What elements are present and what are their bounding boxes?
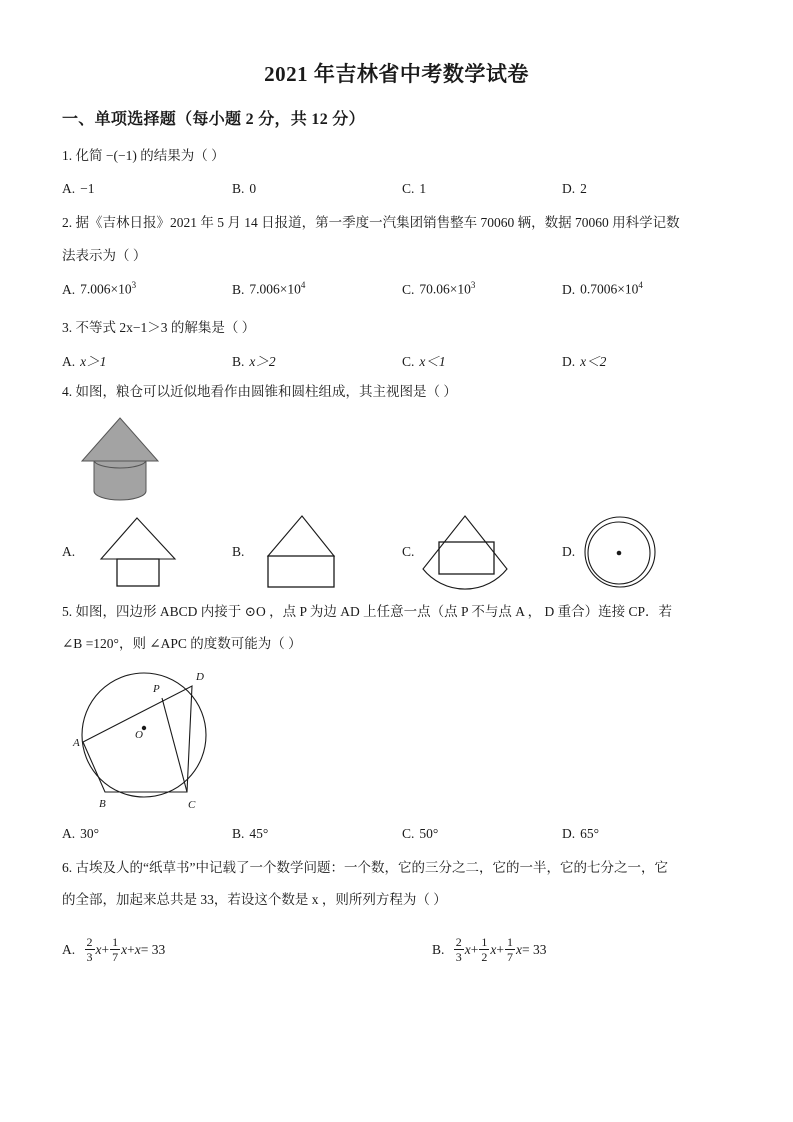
question-4-option-c-figure[interactable] [418,512,514,592]
question-4-stem [62,382,457,402]
variable-x: x [516,941,523,957]
option-label: A. [62,826,76,841]
question-6-text-line-2: 的全部，加起来总共是 33，若设这个数是 x ，则所列方程为（ ） [62,892,447,907]
question-6-option-b[interactable] [432,936,547,964]
question-4-text: 如图，粮仓可以近似地看作由圆锥和圆柱组成，其主视图是（ ） [75,384,457,399]
option-label: C. [402,826,415,841]
concentric-circles-with-center-dot-icon [578,512,662,592]
option-label: D. [562,181,576,196]
option-exponent: 4 [300,280,306,290]
sector-with-rectangle-icon [418,512,514,592]
option-label: B. [432,941,445,957]
option-text: 30° [80,826,100,841]
question-4-option-c-label[interactable]: C. [402,544,415,559]
question-6-option-a[interactable] [62,936,165,964]
label-d: D [196,671,204,683]
option-label: C. [402,281,415,297]
option-mantissa: 7.006×10 [80,281,132,297]
variable-x-plain: x [134,941,141,957]
option-text: 2 [580,181,587,196]
option-label: B. [232,354,245,369]
question-1-option-d[interactable] [562,181,587,197]
option-exponent: 3 [470,280,476,290]
question-5-option-d[interactable] [562,826,599,842]
question-4-option-d-figure[interactable] [578,512,662,592]
option-text: x＞2 [249,354,276,369]
wide-triangle-over-narrow-rectangle-icon [97,512,183,592]
option-text: x＜1 [419,354,446,369]
question-3-stem [62,318,255,338]
question-1-text: 化简 −(−1) 的结果为（ ） [75,148,225,163]
question-6-stem-line-2 [62,890,447,910]
variable-x: x [490,941,497,957]
option-text: 45° [249,826,269,841]
fraction-one-half: $\frac{1}{2}$ [481,935,488,964]
question-2-stem-line-1 [62,213,680,233]
option-mantissa: 0.7006×10 [580,281,639,297]
question-2-option-c[interactable] [402,280,475,298]
question-2-option-d[interactable] [562,280,643,298]
option-label: D. [562,354,576,369]
option-label: C. [402,181,415,196]
question-6-number: 6. [62,860,73,875]
operator-plus: + [470,941,479,957]
question-4-option-b-label[interactable]: B. [232,544,245,559]
option-exponent: 3 [131,280,137,290]
label-p: P [153,683,160,695]
question-2-stem-line-2 [62,246,146,266]
question-4-option-d-label[interactable]: D. [562,544,576,559]
label-c: C [188,799,196,811]
option-mantissa: 7.006×10 [249,281,301,297]
question-5-figure [74,662,234,814]
question-5-stem-line-1 [62,602,672,622]
question-6-stem-line-1 [62,858,668,878]
variable-x: x [121,941,128,957]
triangle-on-equal-width-rectangle-icon [258,512,348,592]
variable-x: x [464,941,471,957]
label-b: B [99,798,106,810]
label-o: O [135,729,143,741]
option-mantissa: 70.06×10 [419,281,471,297]
variable-x: x [95,941,102,957]
option-text: 0 [249,181,257,196]
question-3-text: 不等式 2x−1＞3 的解集是（ ） [75,320,256,335]
question-2-text-line-2: 法表示为（ ） [62,248,147,263]
question-5-option-b[interactable] [232,826,268,842]
question-1-number: 1. [62,148,73,163]
fraction-one-seventh: $\frac{1}{7}$ [507,935,514,964]
fraction-two-thirds: $\frac{2}{3}$ [455,935,462,964]
operator-plus: + [496,941,505,957]
question-3-option-b[interactable] [232,350,276,370]
question-5-stem-line-2 [62,634,302,654]
option-text: x＜2 [580,354,607,369]
cyclic-quadrilateral-abcd-icon [74,662,234,814]
granary-figure [72,412,168,504]
question-5-option-a[interactable] [62,826,99,842]
question-4-option-a-label[interactable]: A. [62,544,76,559]
operator-plus: + [127,941,135,957]
question-5-option-c[interactable] [402,826,438,842]
page-title: 2021 年吉林省中考数学试卷 [264,62,529,86]
option-label: A. [62,941,76,957]
label-a: A [73,737,80,749]
question-4-number: 4. [62,384,73,399]
question-4-option-b-figure[interactable] [258,512,348,592]
question-5-text-line-2: ∠B =120°，则 ∠APC 的度数可能为（ ） [62,636,302,651]
question-2-number: 2. [62,215,73,230]
question-4-option-a-figure[interactable] [97,512,183,592]
option-text: x＞1 [80,354,107,369]
option-exponent: 4 [638,280,643,290]
option-label: D. [562,281,576,297]
equals-clause: = 33 [140,941,166,957]
question-3-option-a[interactable] [62,350,106,370]
option-text: 50° [419,826,439,841]
option-label: B. [232,181,245,196]
question-3-number: 3. [62,320,73,335]
question-3-option-d[interactable] [562,350,606,370]
granary-cone-cylinder-icon [72,412,168,504]
question-1-option-b[interactable] [232,181,256,197]
operator-plus: + [101,941,110,957]
question-3-option-c[interactable] [402,350,446,370]
question-2-option-a[interactable] [62,280,136,298]
question-2-text-line-1: 据《吉林日报》2021 年 5 月 14 日报道，第一季度一汽集团销售整车 70060 辆，数据 70060 用科学记数 [75,215,680,230]
question-1-option-c[interactable] [402,181,426,197]
option-label: A. [62,181,76,196]
question-2-option-b[interactable] [232,280,305,298]
question-1-option-a[interactable] [62,181,95,197]
equals-clause: = 33 [522,941,547,957]
question-5-text-line-1: 如图，四边形 ABCD 内接于 ⊙O ，点 P 为边 AD 上任意一点（点 P 不与点 A ， D 重合）连接 CP．若 [75,604,672,619]
option-label: B. [232,826,245,841]
question-1-stem [62,146,225,166]
fraction-one-seventh: $\frac{1}{7}$ [112,935,119,964]
option-label: A. [62,281,76,297]
option-text: 65° [580,826,600,841]
fraction-two-thirds: $\frac{2}{3}$ [86,935,93,964]
option-text: 1 [419,181,427,196]
question-6-text-line-1: 古埃及人的“纸草书”中记载了一个数学问题：一个数，它的三分之二，它的一半，它的七分之一，它 [75,860,668,875]
option-label: C. [402,354,415,369]
option-label: B. [232,281,245,297]
option-label: A. [62,354,76,369]
question-5-number: 5. [62,604,73,619]
option-label: D. [562,826,576,841]
section-heading: 一、单项选择题（每小题 2 分，共 12 分） [62,111,365,128]
option-text: −1 [80,181,95,196]
